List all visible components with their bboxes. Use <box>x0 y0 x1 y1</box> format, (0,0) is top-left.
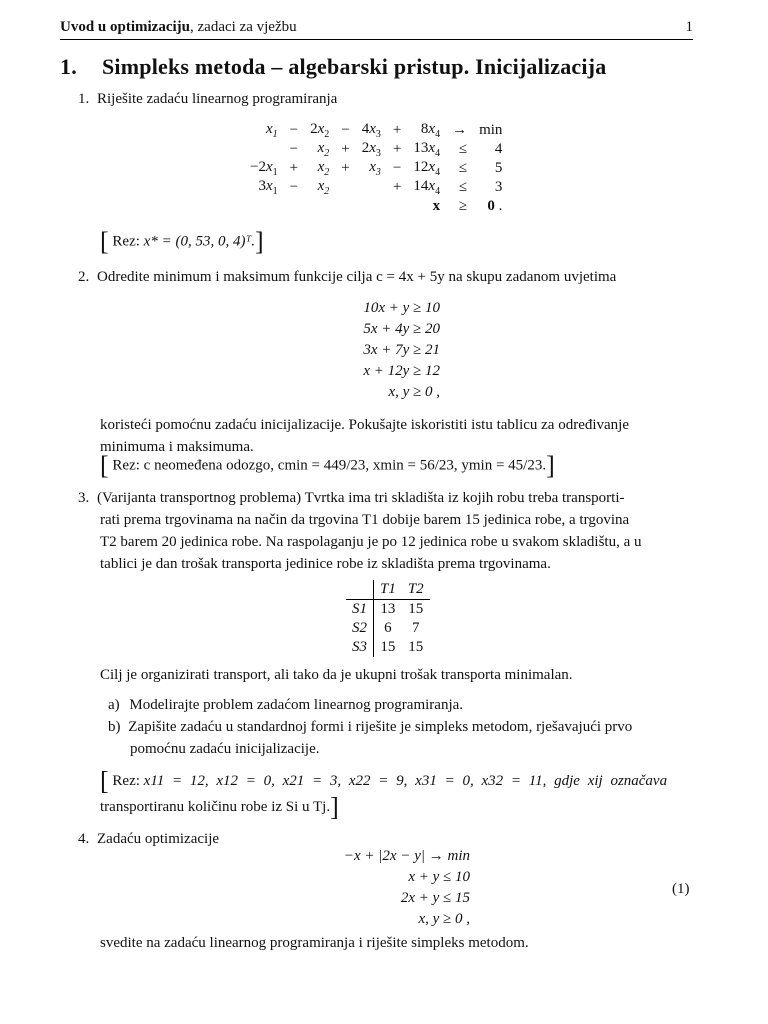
problem-3-part-b: b) Zapišite zadaću u standardnoj formi i riješite je simpleks metodom, rješavajući prvo pomoćnu zadaću inicijalizacije. <box>108 719 633 757</box>
problem-1 <box>78 88 337 110</box>
table-row: S2 6 7 <box>346 619 430 638</box>
problem-2-result-value: c neomeđena odozgo, cmin = 449/23, xmin = 56/23, ymin = 45/23. <box>143 457 547 474</box>
running-header <box>60 19 693 36</box>
problem-4-outro: svedite na zadaću linearnog programiranja i riješite simpleks metodom. <box>100 935 529 951</box>
section-number: 1. <box>60 54 77 79</box>
cost-table <box>346 580 430 657</box>
problem-1-result: [ Rez: x* = (0, 53, 0, 4)ᵀ.] <box>100 227 264 256</box>
section-heading <box>60 54 606 80</box>
cost-table-col-2: T2 <box>402 580 430 600</box>
problem-2-result: [ Rez: c neomeđena odozgo, cmin = 449/23, xmin = 56/23, ymin = 45/23.] <box>100 451 555 480</box>
header-title-bold: Uvod u optimizaciju <box>60 19 191 35</box>
page-number: 1 <box>685 19 693 35</box>
problem-2 <box>78 266 616 288</box>
problem-2-intro: Odredite minimum i maksimum funkcije cilja c = 4x + 5y na skupu zadanom uvjetima <box>97 269 617 285</box>
section-title: Simpleks metoda – algebarski pristup. Inicijalizacija <box>102 54 607 79</box>
problem-4-number: 4. <box>78 831 90 847</box>
problem-2-constraints: 10x + y ≥ 10 5x + 4y ≥ 20 3x + 7y ≥ 21 x + 12y ≥ 12 x, y ≥ 0 , <box>363 300 440 400</box>
problem-3-part-a: a) Modelirajte problem zadaćom linearnog programiranja. <box>108 697 464 713</box>
problem-4-system: −x + |2x − y| → min x + y ≤ 10 2x + y ≤ 15 x, y ≥ 0 , <box>343 848 470 927</box>
problem-1-number: 1. <box>78 91 90 107</box>
header-rule <box>60 39 693 40</box>
problem-1-lp-system: $x_1$ − $2x_2$ − $4x_3$ + $8x_4$ → min − $x_2$ + $2x_3$ + $13x_4$ ≤ 4 $-2x_1$ + $x_2$ + $x_3$ − $12x_4$ ≤ 5 $3x_1$ − $x_2$ + $14x_4$ ≤ 3 x ≥ 0 . <box>250 121 503 214</box>
table-row: S1 13 15 <box>346 600 430 620</box>
problem-3-goal: Cilj je organizirati transport, ali tako da je ukupni trošak transporta minimalan. <box>100 667 573 683</box>
equation-number: (1) <box>672 881 690 897</box>
problem-3: 3. (Varijanta transportnog problema) Tvrtka ima tri skladišta iz kojih robu treba transporti- rati prema trgovinama na način da trgovina T1 dobije barem 15 jedinica robe, a trgovina T2 barem 20 jedinica robe. Na raspolaganju je po 12 jedinica robe u svakom skladištu, a u tablici je dan trošak transporta jedinice robe iz skladišta prema trgovinama. <box>78 490 642 572</box>
problem-1-result-value: x* = (0, 53, 0, 4)ᵀ. <box>143 233 255 250</box>
problem-3-number: 3. <box>78 490 90 506</box>
problem-3-result: [ Rez: x11 = 12, x12 = 0, x21 = 3, x22 = 9, x31 = 0, x32 = 11, gdje xij označava transportiranu količinu robe iz Si u Tj.] <box>100 766 668 822</box>
problem-1-intro: Riješite zadaću linearnog programiranja <box>97 91 338 107</box>
problem-2-number: 2. <box>78 269 90 285</box>
problem-4: 4. Zadaću optimizacije <box>78 831 220 847</box>
header-title-rest: , zadaci za vježbu <box>190 19 297 35</box>
table-row: S3 15 15 <box>346 638 430 657</box>
cost-table-col-1: T1 <box>374 580 402 600</box>
problem-2-text: koristeći pomoćnu zadaću inicijalizacije. Pokušajte iskoristiti istu tablicu za određivanje minimuma i maksimuma. <box>100 417 630 455</box>
